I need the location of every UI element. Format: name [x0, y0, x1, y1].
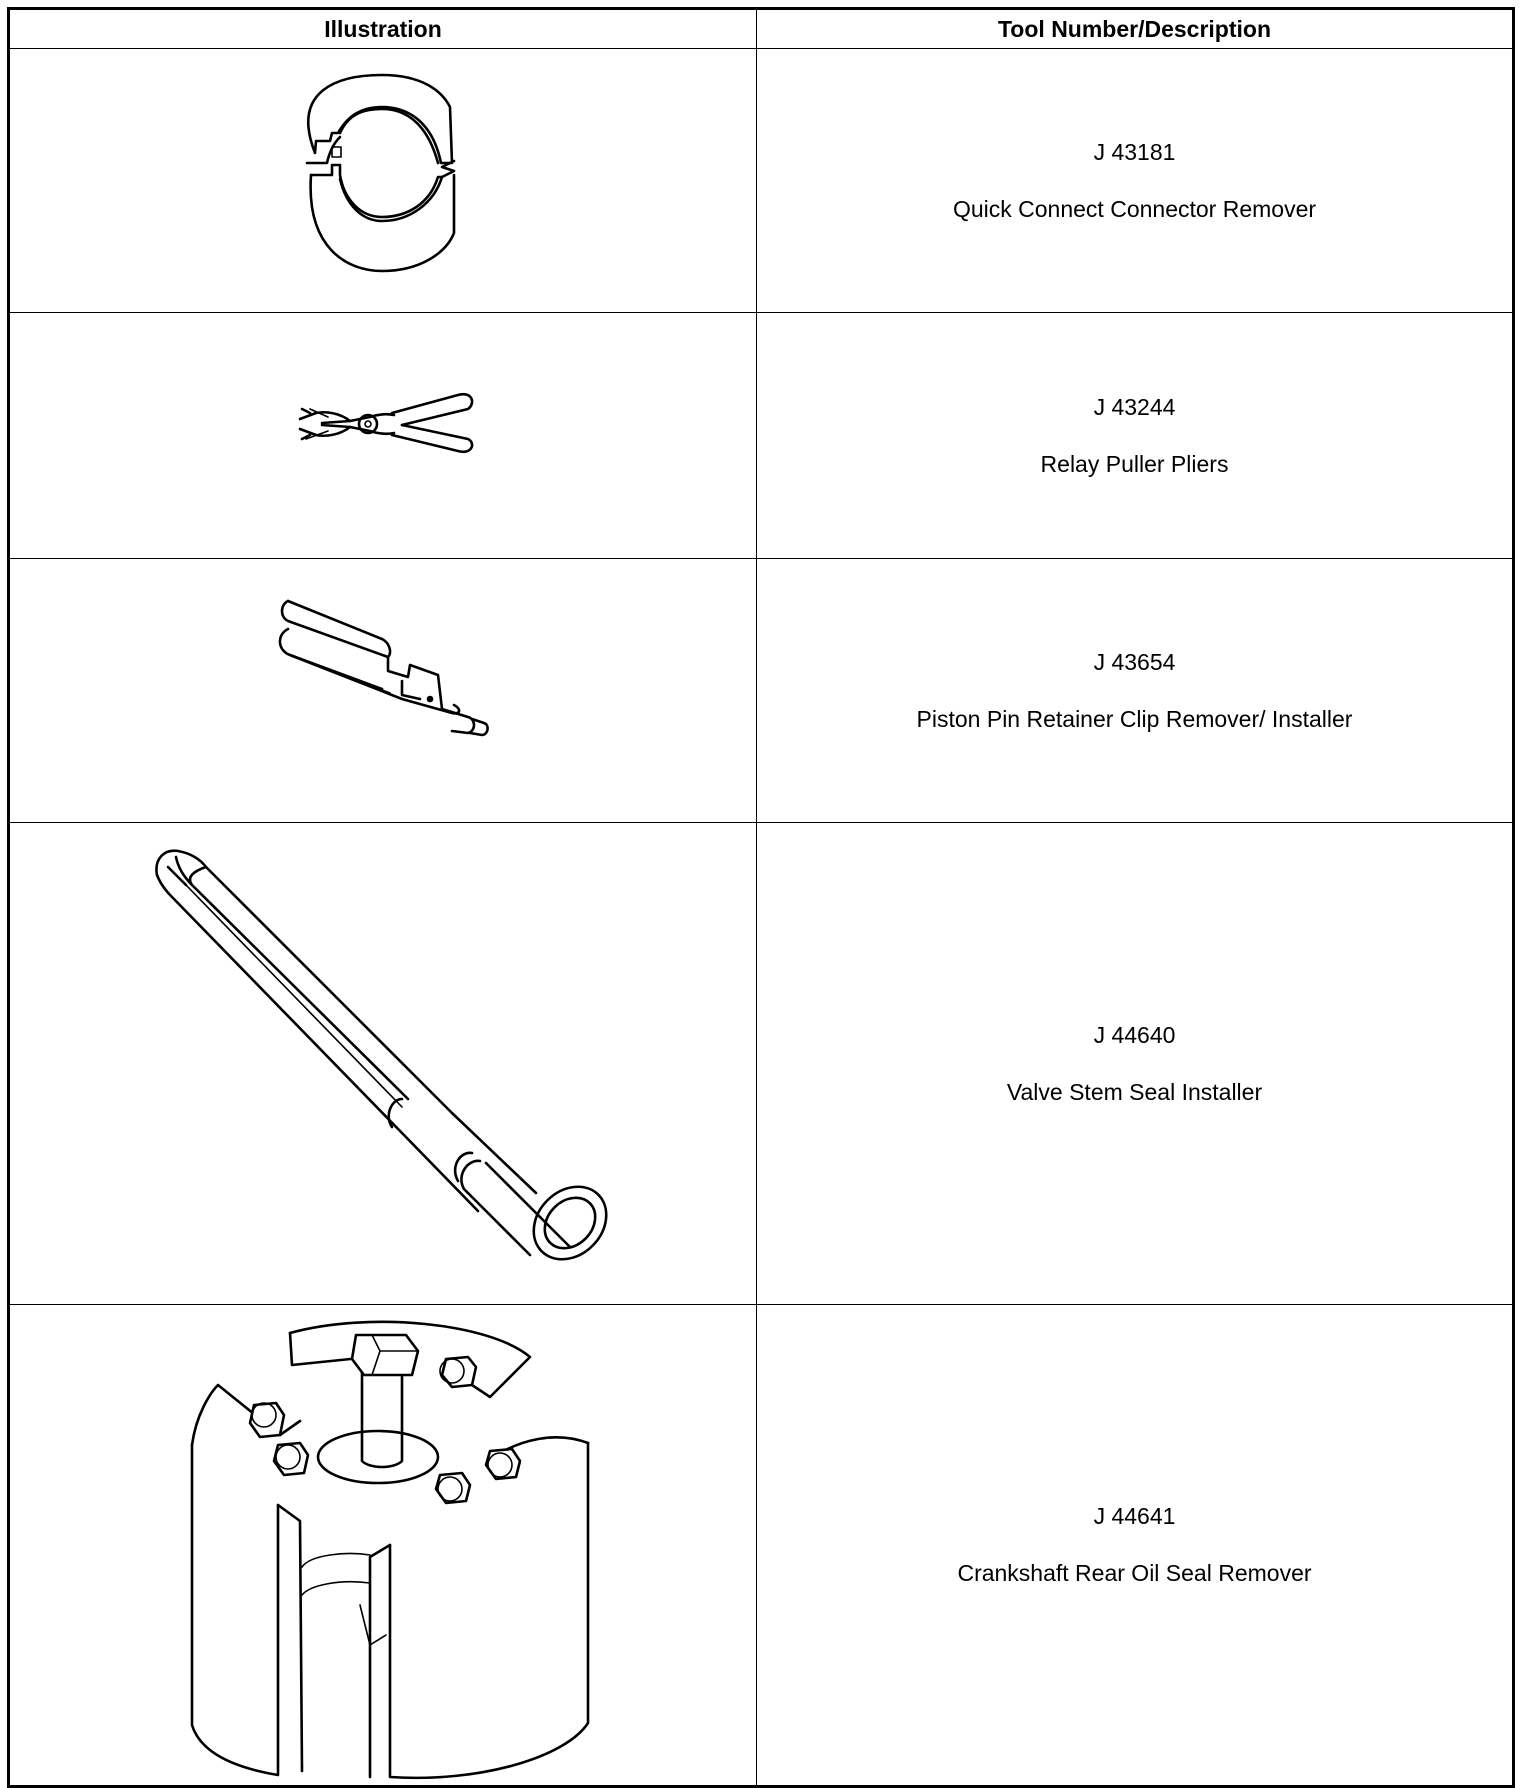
description-cell — [757, 823, 1514, 1305]
header-illustration: Illustration — [9, 9, 757, 49]
tool-number: J 43244 — [1093, 393, 1176, 420]
tool-description: Piston Pin Retainer Clip Remover/ Installer — [916, 705, 1353, 732]
table-row — [9, 313, 1514, 559]
crankshaft-seal-remover-icon — [10, 1305, 758, 1787]
description-cell — [757, 559, 1514, 823]
quick-connect-remover-icon — [10, 49, 758, 313]
description-cell — [757, 49, 1514, 313]
illustration-cell — [9, 559, 757, 823]
tool-number: J 43654 — [1093, 648, 1176, 675]
tool-number: J 43181 — [1093, 138, 1176, 165]
table-row — [9, 559, 1514, 823]
table-row — [9, 49, 1514, 313]
tool-description: Crankshaft Rear Oil Seal Remover — [957, 1560, 1312, 1586]
illustration-cell — [9, 49, 757, 313]
tool-description: Valve Stem Seal Installer — [1006, 1078, 1263, 1105]
tool-description: Relay Puller Pliers — [1040, 450, 1229, 477]
tool-number: J 44641 — [1093, 1503, 1176, 1529]
illustration-cell — [9, 823, 757, 1305]
table-row — [9, 823, 1514, 1305]
tool-description: Quick Connect Connector Remover — [952, 195, 1317, 222]
valve-stem-seal-installer-icon — [10, 823, 758, 1305]
description-cell — [757, 1305, 1514, 1787]
illustration-cell — [9, 313, 757, 559]
piston-pin-clip-tool-icon — [10, 559, 758, 823]
tools-table — [7, 7, 1515, 1788]
tool-number: J 44640 — [1093, 1021, 1176, 1048]
relay-puller-pliers-icon — [10, 313, 758, 559]
description-cell — [757, 313, 1514, 559]
header-tool-number-description: Tool Number/Description — [757, 9, 1514, 49]
table-row — [9, 1305, 1514, 1787]
table-header-row — [9, 9, 1514, 49]
illustration-cell — [9, 1305, 757, 1787]
